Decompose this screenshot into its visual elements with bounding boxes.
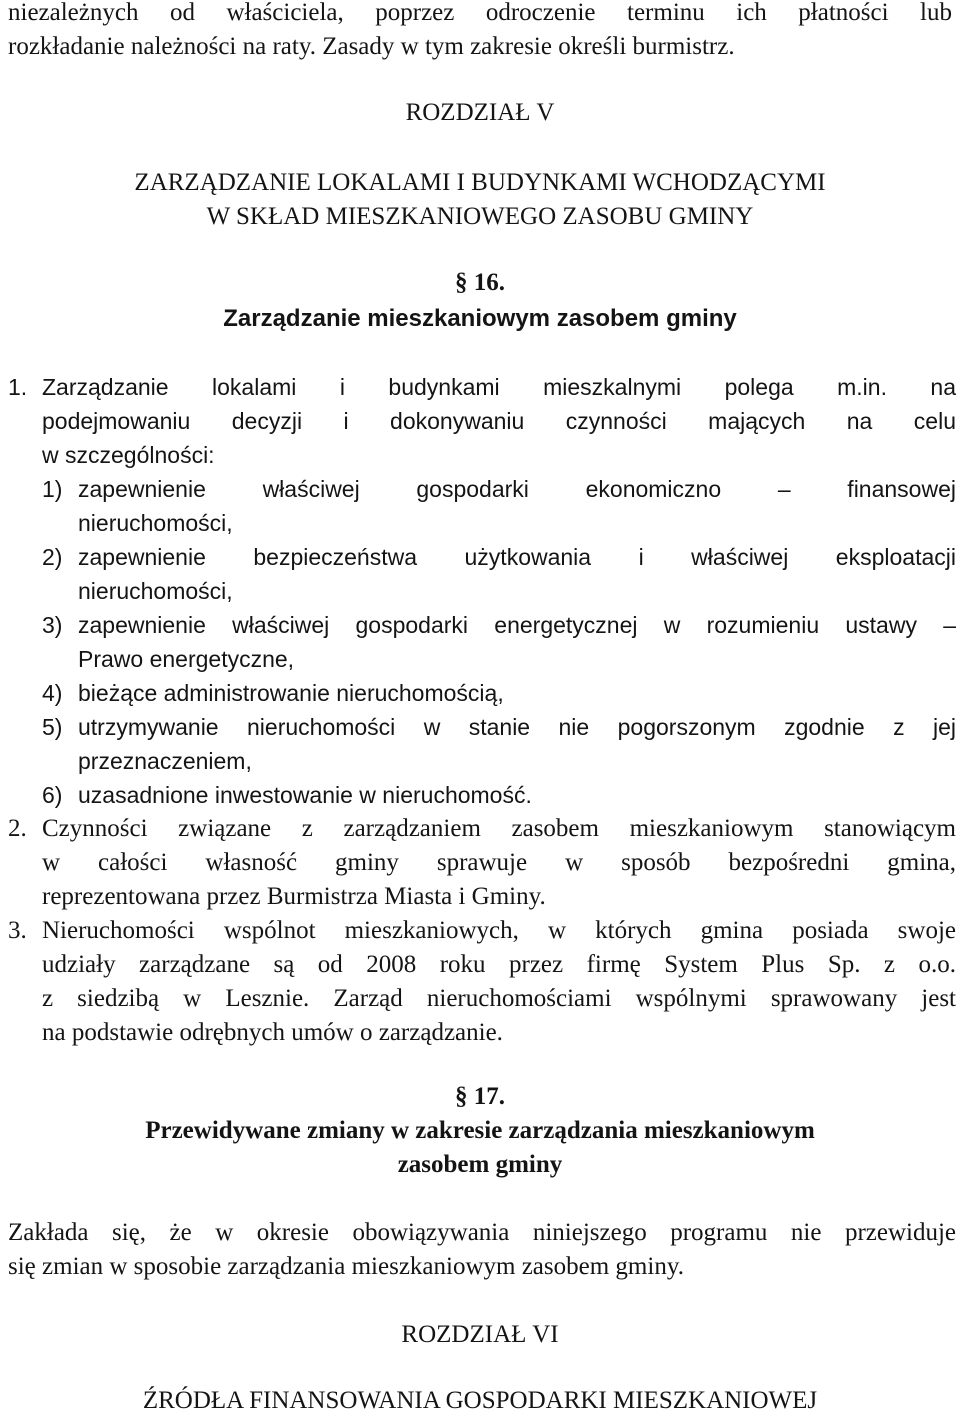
- section-17-title-line-1: Przewidywane zmiany w zakresie zarządzania mieszkaniowym: [145, 1117, 815, 1144]
- paragraph-1-line-2: podejmowaniu decyzji i dokonywaniu czynności mających na celu: [42, 408, 956, 434]
- list-item-4-number: 4): [42, 680, 63, 706]
- paragraph-2-line-3: reprezentowana przez Burmistrza Miasta i Gminy.: [42, 883, 546, 910]
- intro-line-1: niezależnych od właściciela, poprzez odroczenie terminu ich płatności lub: [8, 0, 952, 26]
- section-17-line-2: się zmian w sposobie zarządzania mieszkaniowym zasobem gminy.: [8, 1253, 684, 1280]
- section-16-number: § 16.: [455, 269, 505, 296]
- chapter-5-heading: ROZDZIAŁ V: [405, 99, 555, 126]
- list-item-2-number: 2): [42, 544, 63, 570]
- paragraph-2-number: 2.: [8, 815, 27, 842]
- list-item-4-line-1: bieżące administrowanie nieruchomością,: [78, 680, 504, 706]
- paragraph-1-line-1: Zarządzanie lokalami i budynkami mieszkalnymi polega m.in. na: [42, 374, 956, 400]
- paragraph-3-number: 3.: [8, 917, 27, 944]
- paragraph-1-line-3: w szczególności:: [42, 442, 215, 468]
- list-item-5-line-1: utrzymywanie nieruchomości w stanie nie pogorszonym zgodnie z jej: [78, 714, 956, 740]
- chapter-5-title-line-1: ZARZĄDZANIE LOKALAMI I BUDYNKAMI WCHODZĄCYMI: [134, 169, 826, 196]
- section-17-title-line-2: zasobem gminy: [397, 1151, 563, 1178]
- chapter-6-heading: ROZDZIAŁ VI: [401, 1321, 559, 1348]
- list-item-3-line-2: Prawo energetyczne,: [78, 646, 295, 672]
- paragraph-2-line-2: w całości własność gminy sprawuje w sposób bezpośredni gmina,: [42, 849, 956, 876]
- paragraph-3-line-2: udziały zarządzane są od 2008 roku przez firmę System Plus Sp. z o.o.: [42, 951, 956, 978]
- list-item-5-line-2: przeznaczeniem,: [78, 748, 252, 774]
- paragraph-3-line-4: na podstawie odrębnych umów o zarządzanie.: [42, 1019, 503, 1046]
- section-17-line-1: Zakłada się, że w okresie obowiązywania niniejszego programu nie przewiduje: [8, 1219, 956, 1246]
- list-item-2-line-1: zapewnienie bezpieczeństwa użytkowania i właściwej eksploatacji: [78, 544, 956, 570]
- paragraph-2-line-1: Czynności związane z zarządzaniem zasobem mieszkaniowym stanowiącym: [42, 815, 956, 842]
- paragraph-1-number: 1.: [8, 374, 28, 400]
- list-item-2-line-2: nieruchomości,: [78, 578, 233, 604]
- list-item-3-line-1: zapewnienie właściwej gospodarki energetycznej w rozumieniu ustawy –: [78, 612, 956, 638]
- paragraph-3-line-1: Nieruchomości wspólnot mieszkaniowych, w których gmina posiada swoje: [42, 917, 956, 944]
- section-16-title: Zarządzanie mieszkaniowym zasobem gminy: [223, 305, 737, 332]
- intro-line-2: rozkładanie należności na raty. Zasady w tym zakresie określi burmistrz.: [8, 33, 735, 60]
- list-item-1-line-1: zapewnienie właściwej gospodarki ekonomiczno – finansowej: [78, 476, 956, 502]
- chapter-6-title: ŹRÓDŁA FINANSOWANIA GOSPODARKI MIESZKANIOWEJ: [142, 1387, 818, 1414]
- section-17-number: § 17.: [455, 1083, 505, 1110]
- list-item-3-number: 3): [42, 612, 63, 638]
- list-item-1-number: 1): [42, 476, 63, 502]
- paragraph-3-line-3: z siedzibą w Lesznie. Zarząd nieruchomościami wspólnymi sprawowany jest: [42, 985, 956, 1012]
- list-item-6-line-1: uzasadnione inwestowanie w nieruchomość.: [78, 782, 532, 808]
- list-item-1-line-2: nieruchomości,: [78, 510, 233, 536]
- chapter-5-title-line-2: W SKŁAD MIESZKANIOWEGO ZASOBU GMINY: [206, 203, 754, 230]
- list-item-5-number: 5): [42, 714, 63, 740]
- list-item-6-number: 6): [42, 782, 63, 808]
